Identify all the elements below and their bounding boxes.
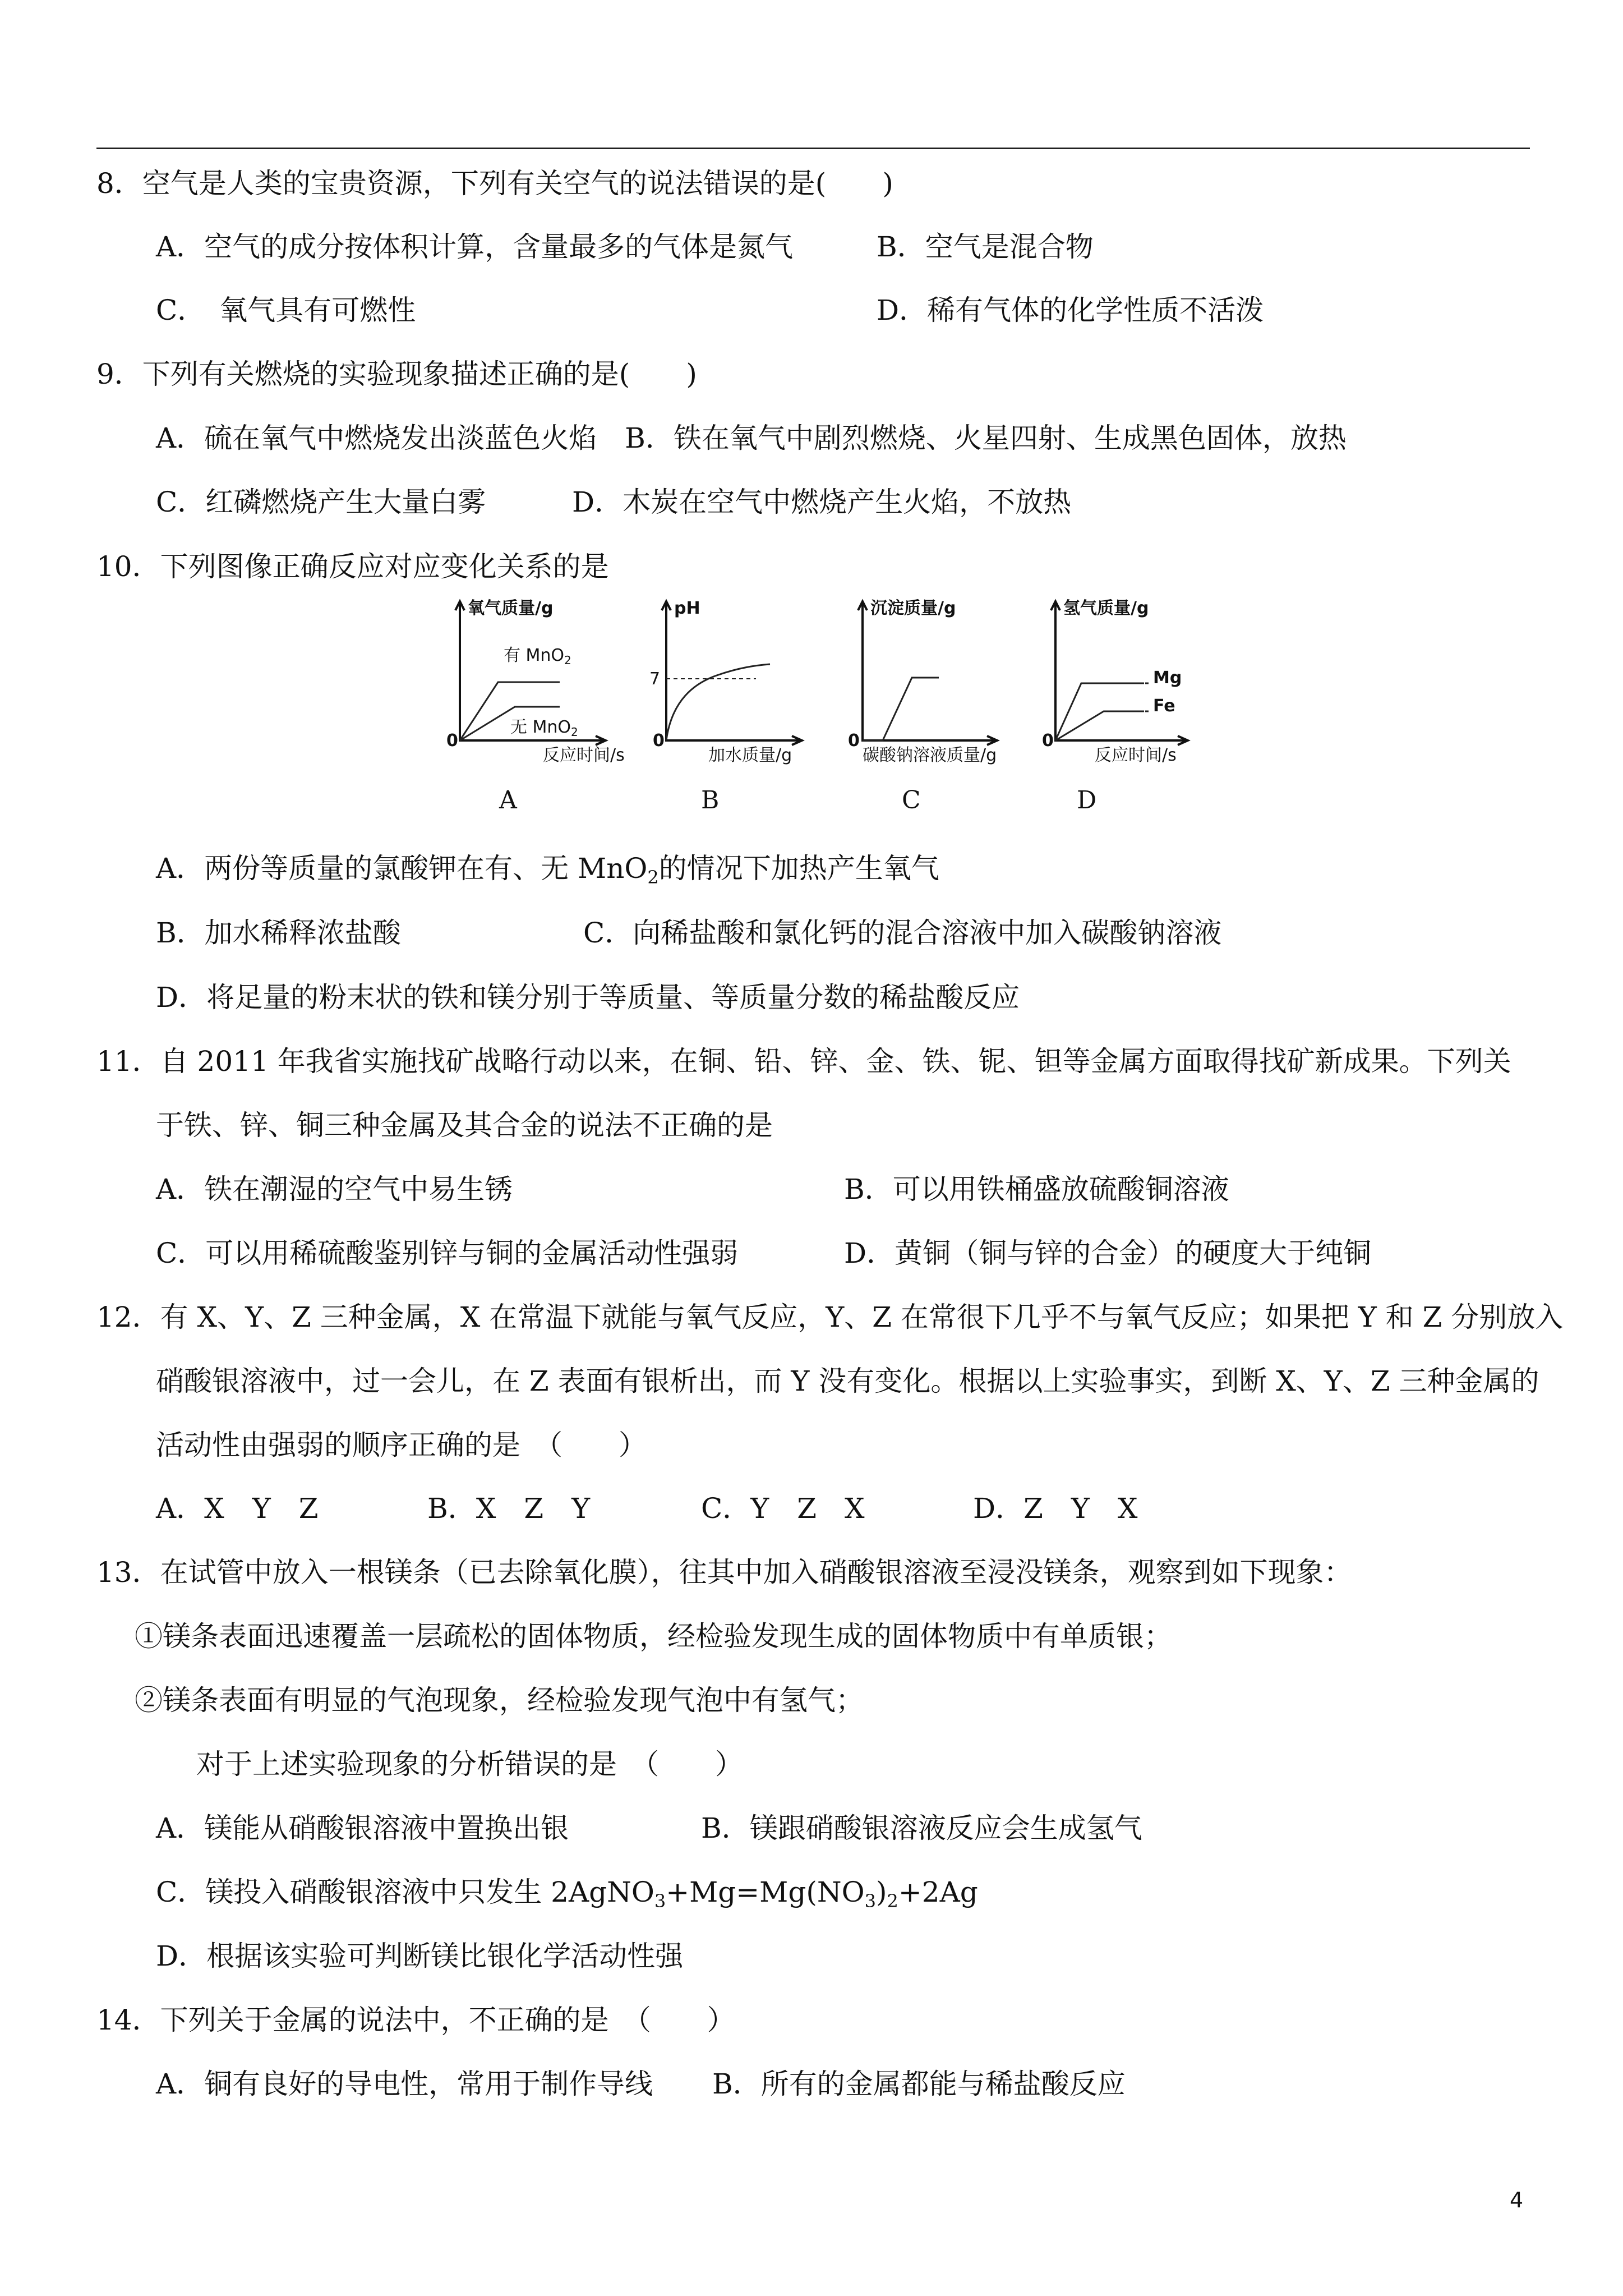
q10-option-a-post: 的情况下加热产生氧气 — [658, 852, 939, 885]
q8-option-b: B．空气是混合物 — [877, 231, 1094, 263]
q12-stem-line1: 12．有 X、Y、Z 三种金属，X 在常温下就能与氧气反应，Y、Z 在常很下几乎不与氧气反应；如果把 Y 和 Z 分别放入 — [96, 1301, 1564, 1333]
q13-option-b: B．镁跟硝酸银溶液反应会生成氢气 — [701, 1812, 1142, 1844]
q11-option-c: C．可以用稀硫酸鉴别锌与铜的金属活动性强弱 — [156, 1237, 739, 1269]
graph-d-ylabel: 氢气质量/g — [1063, 599, 1149, 618]
graph-a-xlabel: 反应时间/s — [543, 746, 625, 765]
q12-option-a: A．X Y Z — [156, 1492, 319, 1525]
q11-option-a: A．铁在潮湿的空气中易生锈 — [156, 1173, 513, 1205]
graph-a-curve1-label: 有 MnO — [504, 646, 565, 665]
graph-a-origin: 0 — [446, 731, 458, 751]
q11-stem-line2: 于铁、锌、铜三种金属及其合金的说法不正确的是 — [156, 1109, 773, 1142]
q10-stem: 10．下列图像正确反应对应变化关系的是 — [96, 550, 609, 583]
q8-option-a: A．空气的成分按体积计算，含量最多的气体是氮气 — [156, 231, 794, 263]
graph-a-curve1-sub: 2 — [564, 654, 571, 667]
q13-option-d: D．根据该实验可判断镁比银化学活动性强 — [156, 1940, 684, 1972]
graph-a-curve2-sub: 2 — [571, 725, 578, 739]
graph-b-ylabel: pH — [674, 599, 700, 618]
graph-c-origin: 0 — [848, 731, 860, 751]
graph-a — [426, 599, 625, 765]
q9-option-d: D．木炭在空气中燃烧产生火焰，不放热 — [572, 486, 1072, 518]
page-number: 4 — [1510, 2188, 1524, 2212]
q14-option-b: B．所有的金属都能与稀盐酸反应 — [712, 2068, 1126, 2100]
q9-stem: 9．下列有关燃烧的实验现象描述正确的是( ) — [96, 358, 697, 390]
graph-b-tick-7: 7 — [649, 669, 661, 689]
q10-option-a — [156, 852, 939, 894]
q12-option-d: D．Z Y X — [973, 1492, 1138, 1525]
q8-stem: 8．空气是人类的宝贵资源，下列有关空气的说法错误的是( ) — [96, 167, 893, 200]
q12-stem-line3: 活动性由强弱的顺序正确的是 （ ） — [156, 1429, 647, 1461]
q10-option-b: B．加水稀释浓盐酸 — [156, 917, 401, 949]
q11-option-b: B．可以用铁桶盛放硫酸铜溶液 — [844, 1173, 1229, 1205]
q13-option-c-sub1: 3 — [654, 1890, 666, 1912]
q13-option-c-mid: +Mg=Mg(NO — [666, 1876, 865, 1908]
q13-option-c-pre: C．镁投入硝酸银溶液中只发生 2AgNO — [156, 1876, 654, 1908]
q13-observation-1: ①镁条表面迅速覆盖一层疏松的固体物质，经检验发现生成的固体物质中有单质银； — [135, 1620, 1172, 1653]
q13-stem: 13．在试管中放入一根镁条（已去除氧化膜），往其中加入硝酸银溶液至浸没镁条，观察到如下现象： — [96, 1556, 1352, 1589]
q10-option-a-pre: A．两份等质量的氯酸钾在有、无 MnO — [156, 852, 648, 885]
q8-option-d: D．稀有气体的化学性质不活泼 — [877, 294, 1264, 326]
header-rule — [96, 148, 1530, 149]
q13-observation-2: ②镁条表面有明显的气泡现象，经检验发现气泡中有氢气； — [135, 1684, 864, 1717]
graph-label-d: D — [1077, 786, 1097, 815]
q12-option-c: C．Y Z X — [701, 1492, 865, 1525]
q13-option-c-sub2: 3 — [864, 1890, 876, 1912]
q8-option-c: C． 氧气具有可燃性 — [156, 294, 416, 326]
q13-option-a: A．镁能从硝酸银溶液中置换出银 — [156, 1812, 569, 1844]
graph-d-origin: 0 — [1042, 731, 1054, 751]
graph-label-a: A — [499, 786, 517, 815]
graph-c-ylabel: 沉淀质量/g — [870, 599, 956, 618]
q10-option-c: C．向稀盐酸和氯化钙的混合溶液中加入碳酸钠溶液 — [583, 917, 1222, 949]
q9-options-ab: A．硫在氧气中燃烧发出淡蓝色火焰 B．铁在氧气中剧烈燃烧、火星四射、生成黑色固体，放热 — [156, 422, 1347, 454]
graph-a-ylabel: 氧气质量/g — [468, 599, 554, 618]
q14-stem: 14．下列关于金属的说法中，不正确的是 （ ） — [96, 2004, 735, 2036]
graph-b — [633, 599, 818, 764]
graph-d — [1029, 599, 1214, 764]
q14-option-a: A．铜有良好的导电性，常用于制作导线 — [156, 2068, 653, 2100]
q13-option-c-post: +2Ag — [898, 1876, 978, 1908]
graph-label-c: C — [902, 786, 921, 815]
graph-c — [828, 599, 1018, 764]
q10-option-d: D．将足量的粉末状的铁和镁分别于等质量、等质量分数的稀盐酸反应 — [156, 981, 1020, 1014]
graph-d-fe-label: Fe — [1153, 696, 1175, 716]
svg-text:有 MnO2 — [504, 646, 571, 667]
q12-stem-line2: 硝酸银溶液中，过一会儿，在 Z 表面有银析出，而 Y 没有变化。根据以上实验事实，到断 X、Y、Z 三种金属的 — [156, 1365, 1539, 1397]
graph-c-xlabel: 碳酸钠溶液质量/g — [863, 746, 997, 765]
graph-d-xlabel: 反应时间/s — [1095, 746, 1177, 765]
q13-option-c-mid2: ) — [876, 1876, 887, 1908]
q11-stem-line1: 11．自 2011 年我省实施找矿战略行动以来，在铜、铅、锌、金、铁、铌、钽等金属方面取得找矿新成果。下列关 — [96, 1045, 1511, 1078]
svg-text:无 MnO2 — [510, 717, 578, 739]
q13-option-c — [156, 1875, 978, 1918]
graph-b-xlabel: 加水质量/g — [708, 746, 792, 765]
q13-question: 对于上述实验现象的分析错误的是 （ ） — [196, 1748, 743, 1780]
q11-option-d: D．黄铜（铜与锌的合金）的硬度大于纯铜 — [844, 1237, 1372, 1269]
q10-option-a-sub: 2 — [647, 867, 659, 888]
graph-d-mg-label: Mg — [1153, 668, 1182, 688]
graph-a-curve2-label: 无 MnO — [510, 717, 571, 737]
q13-option-c-sub3: 2 — [887, 1890, 898, 1912]
graph-b-origin: 0 — [653, 731, 665, 751]
graph-label-b: B — [701, 786, 720, 815]
q9-option-c: C．红磷燃烧产生大量白雾 — [156, 486, 486, 518]
q12-option-b: B．X Z Y — [427, 1492, 591, 1525]
